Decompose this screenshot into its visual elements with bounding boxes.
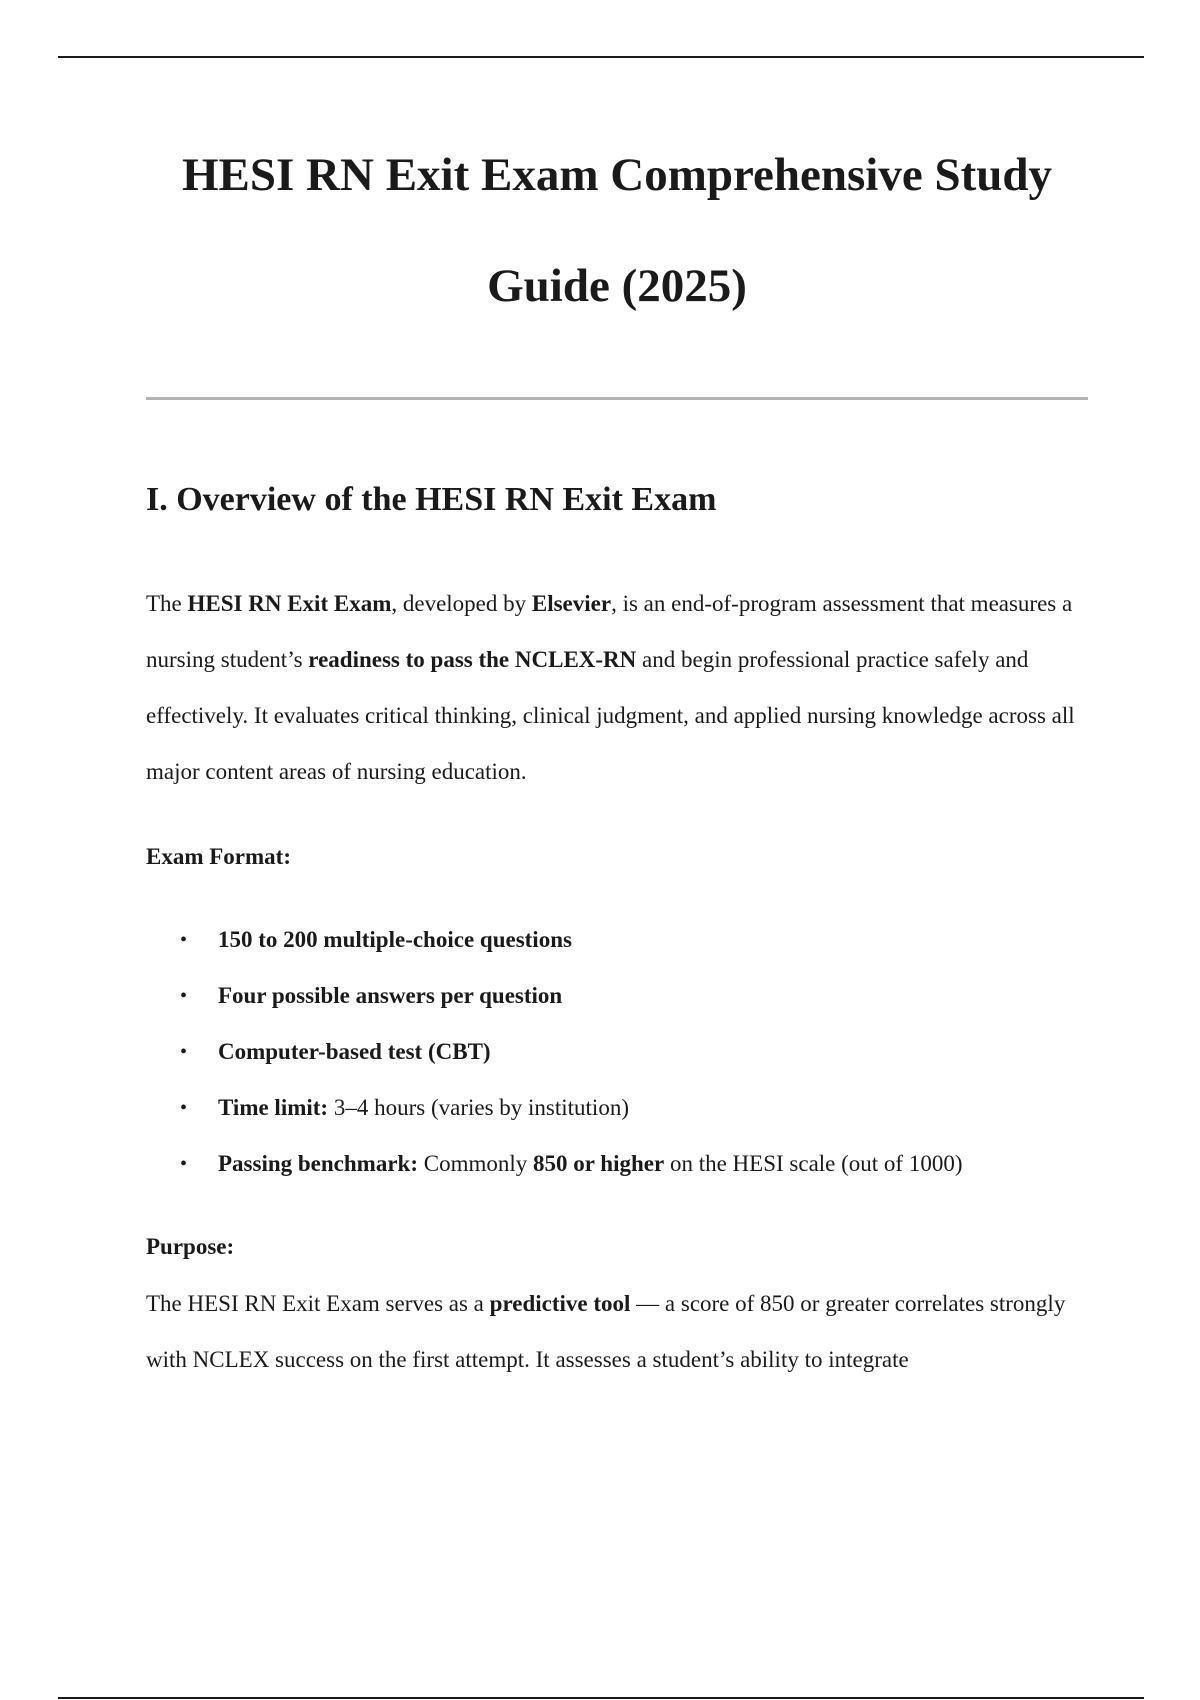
page-top-rule (58, 56, 1144, 58)
bullet-icon: • (180, 985, 188, 1007)
section-heading-overview: I. Overview of the HESI RN Exit Exam (146, 481, 717, 518)
intro-text-4: and begin professional practice safely and effectively. It evaluates critical thinking, clinical judgment, and applied nursing knowledge across all major content areas of nursing education. (146, 647, 1075, 784)
page-bottom-rule (58, 1697, 1144, 1699)
title-line-1: HESI RN Exit Exam Comprehensive Study (181, 149, 1053, 201)
bullet-icon: • (180, 1097, 188, 1119)
list-item (146, 1136, 1106, 1192)
intro-text-3: , is an end-of-program assessment that measures a nursing student’s (146, 591, 1073, 672)
list-item (146, 912, 1106, 968)
bullet-icon: • (180, 1153, 188, 1175)
list-item (146, 1080, 1106, 1136)
bullet-text-time-limit: 3–4 hours (varies by institution) (328, 1095, 629, 1120)
intro-text-2: , developed by (391, 591, 532, 616)
purpose-paragraph (146, 1276, 1106, 1388)
list-item (146, 968, 1106, 1024)
exam-format-list (146, 912, 1106, 1192)
bullet-icon: • (180, 1041, 188, 1063)
exam-format-label: Exam Format: (146, 844, 291, 869)
intro-bold-elsevier: Elsevier (531, 591, 612, 616)
bullet-text-answers: Four possible answers per question (218, 983, 563, 1008)
bullet-text-questions: 150 to 200 multiple-choice questions (218, 927, 572, 952)
purpose-text-2: — a score of 850 or greater correlates strongly with NCLEX success on the first attempt. It assesses a student’s ability to integrate (146, 1291, 1066, 1372)
bullet-text-benchmark-1: Commonly (418, 1151, 534, 1176)
bullet-bold-time-limit: Time limit: (218, 1095, 329, 1120)
bullet-bold-score: 850 or higher (533, 1151, 665, 1176)
bullet-bold-benchmark: Passing benchmark: (218, 1151, 418, 1176)
intro-paragraph (146, 576, 1106, 800)
intro-bold-exam-name: HESI RN Exit Exam (187, 591, 392, 616)
purpose-bold-predictive-tool: predictive tool (489, 1291, 631, 1316)
document-title (146, 120, 1088, 342)
title-divider (146, 397, 1088, 400)
purpose-text-1: The HESI RN Exit Exam serves as a (146, 1291, 490, 1316)
bullet-icon: • (180, 929, 188, 951)
purpose-label: Purpose: (146, 1234, 235, 1259)
list-item (146, 1024, 1106, 1080)
intro-text-1: The (146, 591, 188, 616)
bullet-text-cbt: Computer-based test (CBT) (218, 1039, 491, 1064)
intro-bold-readiness: readiness to pass the NCLEX-RN (308, 647, 637, 672)
title-line-2: Guide (2025) (487, 260, 747, 312)
bullet-text-benchmark-2: on the HESI scale (out of 1000) (664, 1151, 963, 1176)
